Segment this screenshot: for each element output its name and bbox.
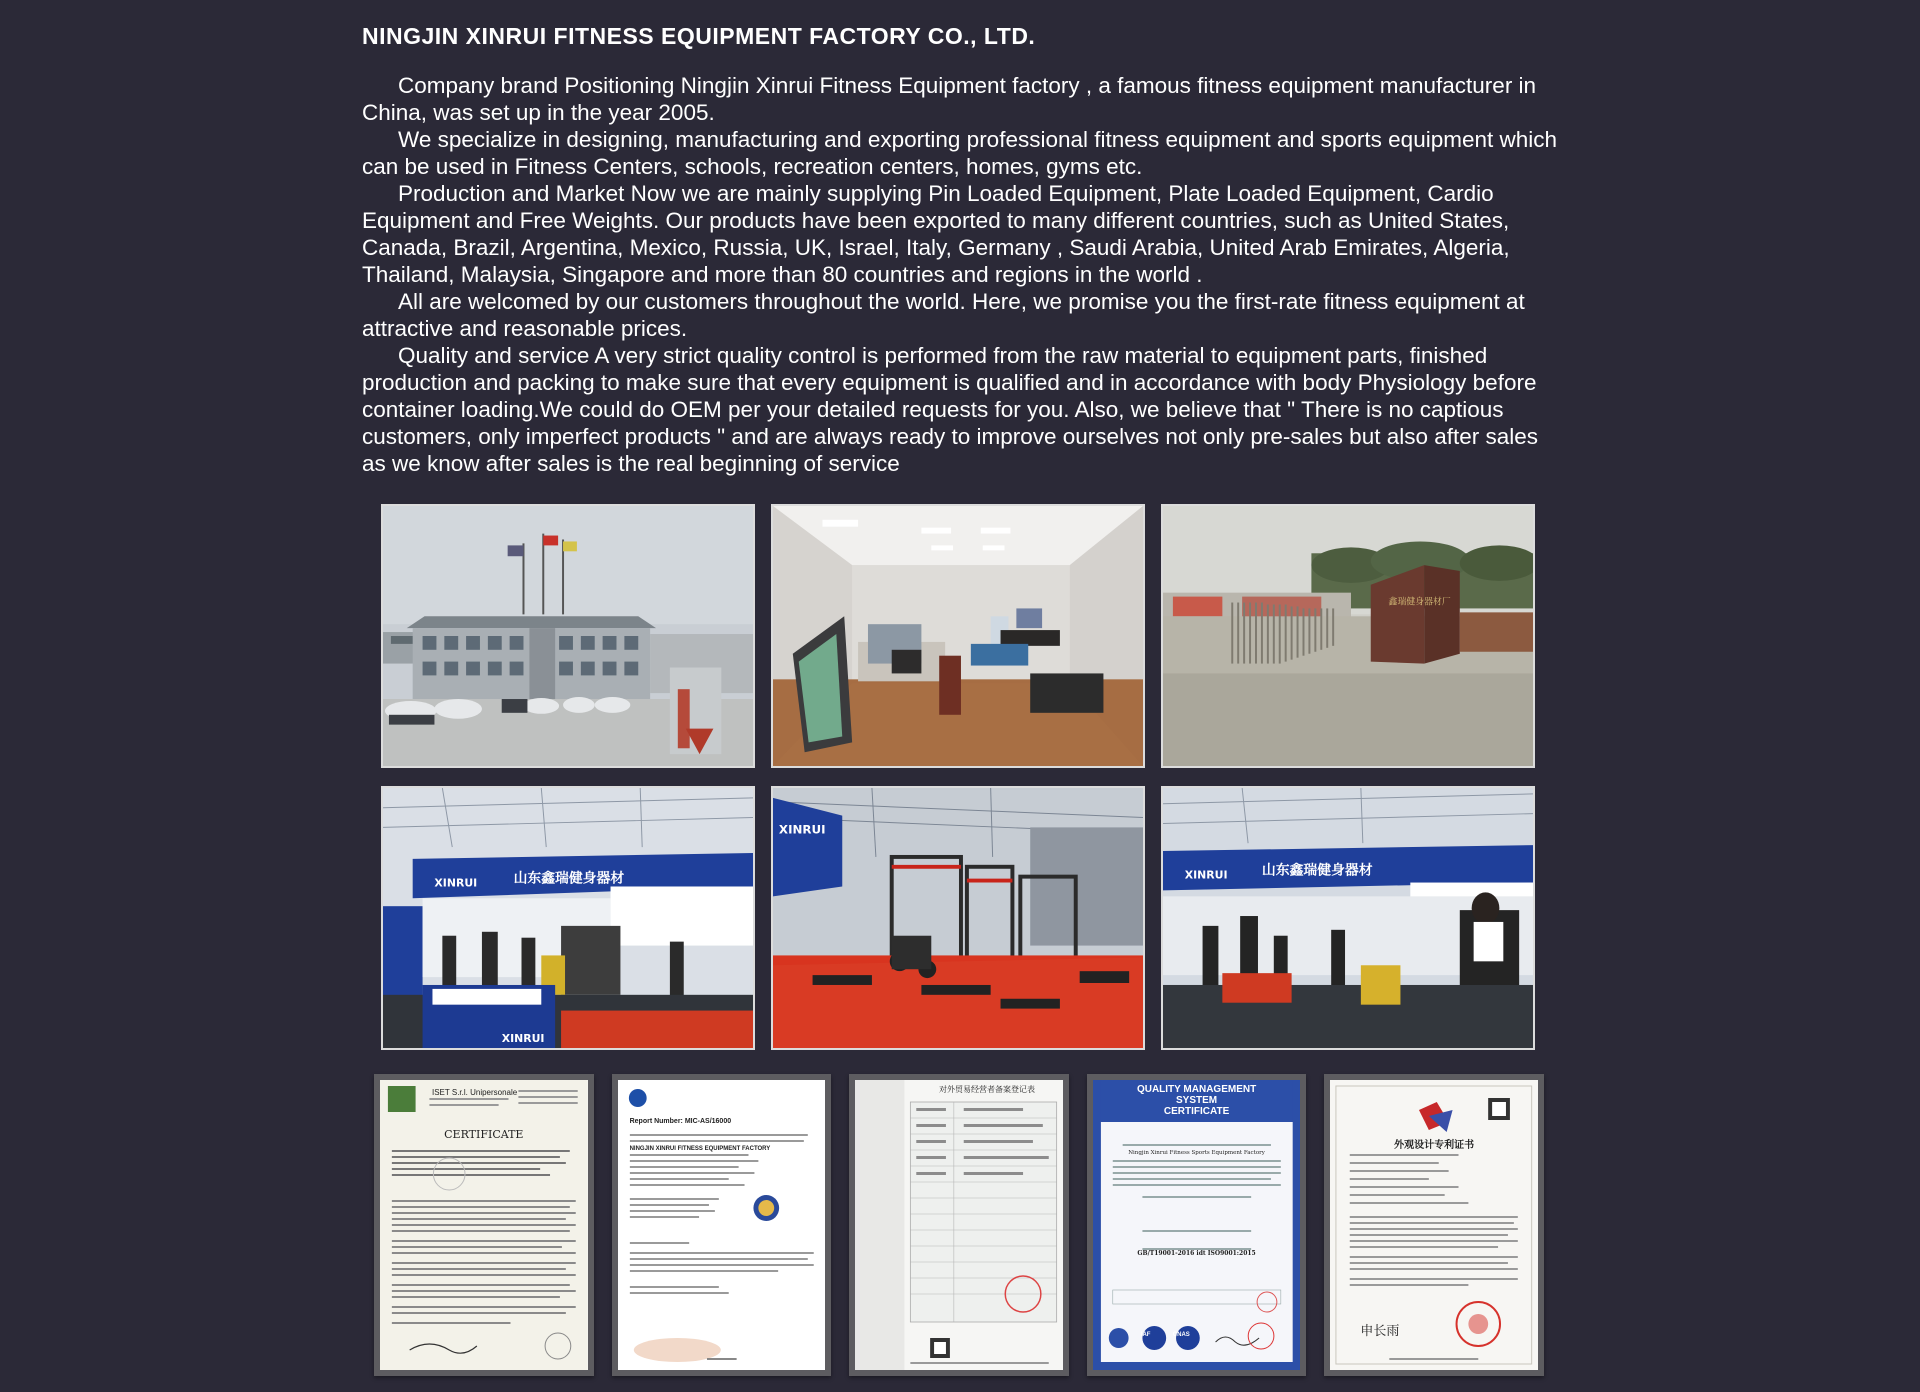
certificates-row [374,1074,1544,1376]
certificate-iso9001-title-line3: CERTIFICATE [1163,1106,1230,1117]
certificate-ce-graphic [380,1080,588,1370]
certificate-trade-title: 对外贸易经营者备案登记表 [938,1085,1035,1094]
certificate-iso9001-title-line2: SYSTEM [1176,1095,1218,1106]
certificate-iso9001-title [1093,1084,1301,1117]
intro-paragraph-specialize: We specialize in designing, manufacturing and exporting professional fitness equipment and sports equipment which can be used in Fitness Centers, schools, recreation centers, homes, gyms etc. [362,127,1558,179]
company-introduction [362,72,1562,477]
certificate-audit-report-number: Report Number: MIC-AS/16000 [629,1118,732,1125]
svg-text:XINRUI: XINRUI [501,1032,545,1046]
certificate-iso9001-document [1093,1080,1301,1370]
photo-exhibition-floor[interactable] [771,786,1145,1050]
svg-text:XINRUI: XINRUI [778,822,826,837]
certificate-ce[interactable] [374,1074,594,1376]
photo-exhibition-booth-1[interactable] [381,786,755,1050]
certificate-audit-company: NINGJIN XINRUI FITNESS EQUIPMENT FACTORY [629,1146,771,1152]
office-interior-image [773,506,1143,766]
intro-paragraph-welcome: All are welcomed by our customers throughout the world. Here, we promise you the first-rate fitness equipment at attractive and reasonable prices. [362,289,1525,341]
certificate-iso9001-awarded-to: Ningjin Xinrui Fitness Sports Equipment Factory [1128,1150,1265,1156]
svg-text:鑫瑞健身器材厂: 鑫瑞健身器材厂 [1388,597,1451,608]
photo-office-building[interactable] [381,504,755,768]
certificate-trade-document [855,1080,1063,1370]
svg-text:XINRUI: XINRUI [1184,868,1228,882]
photo-factory-gate[interactable] [1161,504,1535,768]
factory-gate-image [1163,506,1533,766]
certificate-design-patent[interactable] [1324,1074,1544,1376]
company-profile [362,20,1562,477]
intro-paragraph-positioning: Company brand Positioning Ningjin Xinrui Fitness Equipment factory , a famous fitness equipment manufacturer in China, was set up in the year 2005. [362,73,1537,125]
photo-exhibition-booth-2[interactable] [1161,786,1535,1050]
intro-paragraph-quality-service: Quality and service A very strict quality control is performed from the raw material to equipment parts, finished production and packing to make sure that every equipment is qualified and in accordance with body Physiology before container loading.We could do OEM per your detailed requests for you. Also, we believe that " There is no captious customers, only imperfect products " and are always ready to improve ourselves not only pre-sales but also after sales as we know after sales is the real beginning of service [362,343,1539,476]
exhibition-floor-image [773,788,1143,1048]
certificate-patent-signature: 申长雨 [1360,1324,1400,1339]
certificate-patent-document [1330,1080,1538,1370]
intro-paragraph-production-market: Production and Market Now we are mainly supplying Pin Loaded Equipment, Plate Loaded Equipment, Cardio Equipment and Free Weights. Our products have been exported to many different countries, such as United States, Canada, Brazil, Argentina, Mexico, Russia, UK, Israel, Italy, Germany , Saudi Arabia, United Arab Emirates, Algeria, Thailand, Malaysia, Singapore and more than 80 countries and regions in the world . [362,181,1510,287]
certificate-audit-report[interactable] [612,1074,832,1376]
exhibition-booth-image-1 [383,788,753,1048]
cnas-logo: CNAS [1172,1332,1190,1338]
certificate-ce-issuer: ISET S.r.l. Unipersonale [432,1088,518,1097]
exhibition-booth-image-2 [1163,788,1533,1048]
svg-text:山东鑫瑞健身器材: 山东鑫瑞健身器材 [513,870,625,887]
svg-text:山东鑫瑞健身器材: 山东鑫瑞健身器材 [1261,862,1373,879]
certificate-trade-registration[interactable] [849,1074,1069,1376]
certificate-patent-title: 外观设计专利证书 [1394,1140,1475,1151]
office-building-image [383,506,753,766]
certificate-ce-title: CERTIFICATE [444,1128,524,1141]
factory-photo-gallery [381,504,1533,1050]
photo-office-interior[interactable] [771,504,1145,768]
certificate-ce-document [380,1080,588,1370]
certificate-iso9001-title-line1: QUALITY MANAGEMENT [1136,1084,1257,1095]
certificate-iso9001-graphic [1093,1080,1301,1370]
svg-text:XINRUI: XINRUI [434,876,478,890]
certificate-audit-document [618,1080,826,1370]
certificate-iso9001-standard: GB/T19001-2016 idt ISO9001:2015 [1137,1250,1256,1257]
certificate-trade-graphic [855,1080,1063,1370]
certificate-iso9001[interactable] [1087,1074,1307,1376]
company-name-heading: NINGJIN XINRUI FITNESS EQUIPMENT FACTORY CO., LTD. [362,23,1036,49]
iaf-logo: IAF [1140,1332,1151,1338]
